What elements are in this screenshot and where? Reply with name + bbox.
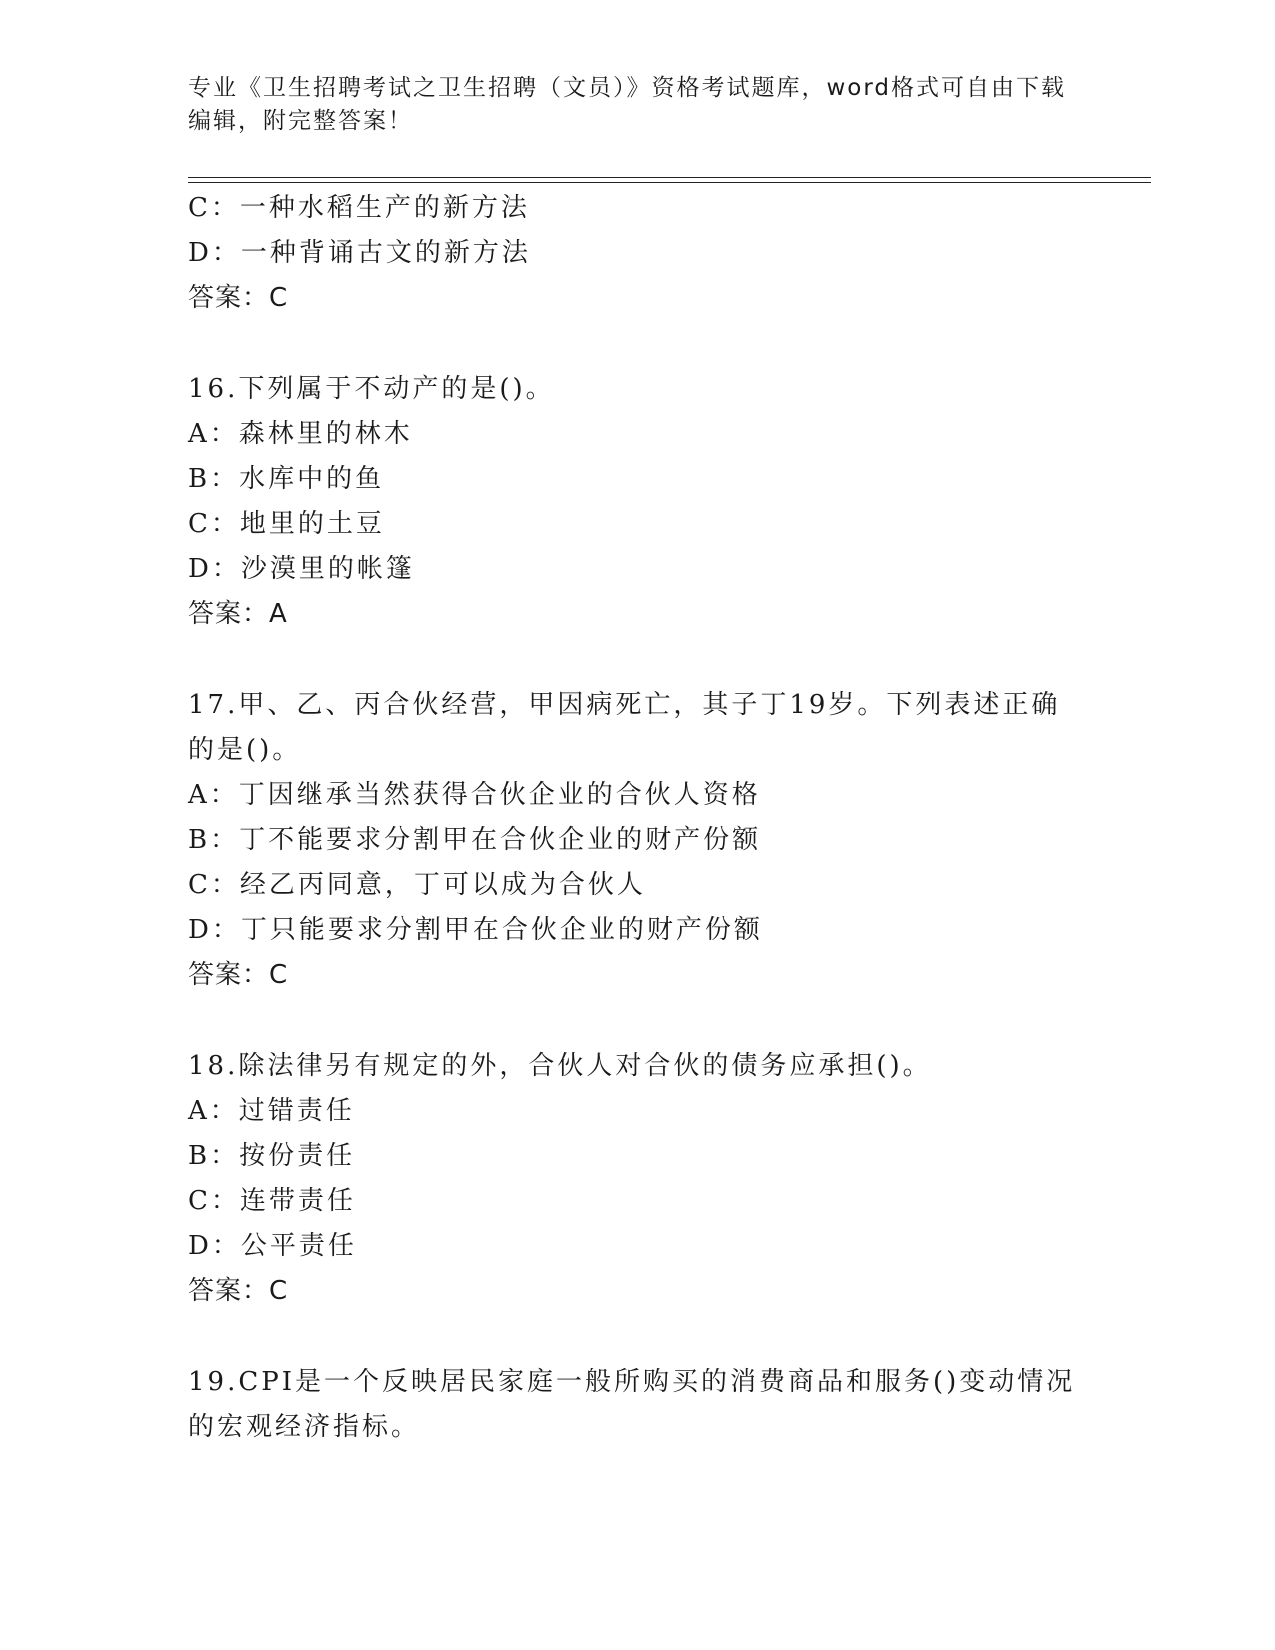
document-header [188,72,1088,138]
header-divider-bottom [188,182,1151,183]
option-d: D：公平责任 [188,1231,357,1261]
question-block-prev [188,186,1088,321]
option-c: C：经乙丙同意，丁可以成为合伙人 [188,870,646,900]
answer-line: 答案：C [188,1276,289,1306]
option-c: C：地里的土豆 [188,509,385,539]
option-b: B：丁不能要求分割甲在合伙企业的财产份额 [188,825,762,855]
option-a: A：森林里的林木 [188,419,413,449]
question-block-19 [188,1360,1088,1450]
header-line-2: 编辑，附完整答案！ [188,108,413,134]
option-d: D：沙漠里的帐篷 [188,554,415,584]
header-line-1: 专业《卫生招聘考试之卫生招聘（文员）》资格考试题库，word格式可自由下载 [188,75,1067,101]
question-stem-continued: 的宏观经济指标。 [188,1412,421,1442]
answer-line: 答案：C [188,960,289,990]
option-d: D：一种背诵古文的新方法 [188,238,531,268]
question-list [188,186,1088,1450]
option-b: B：按份责任 [188,1141,356,1171]
question-block-16 [188,367,1088,637]
answer-line: 答案：C [188,283,289,313]
question-block-18 [188,1044,1088,1314]
answer-line: 答案：A [188,599,288,629]
option-b: B：水库中的鱼 [188,464,385,494]
option-c: C：一种水稻生产的新方法 [188,193,530,223]
question-stem-continued: 的是()。 [188,735,302,765]
option-d: D：丁只能要求分割甲在合伙企业的财产份额 [188,915,763,945]
question-stem: 17.甲、乙、丙合伙经营，甲因病死亡，其子丁19岁。下列表述正确 [188,690,1061,720]
question-block-17 [188,683,1088,998]
option-c: C：连带责任 [188,1186,356,1216]
header-divider-top [188,177,1151,178]
option-a: A：丁因继承当然获得合伙企业的合伙人资格 [188,780,761,810]
question-stem: 16.下列属于不动产的是()。 [188,374,555,404]
question-stem: 18.除法律另有规定的外，合伙人对合伙的债务应承担()。 [188,1051,932,1081]
question-stem: 19.CPI是一个反映居民家庭一般所购买的消费商品和服务()变动情况 [188,1367,1076,1397]
option-a: A：过错责任 [188,1096,355,1126]
